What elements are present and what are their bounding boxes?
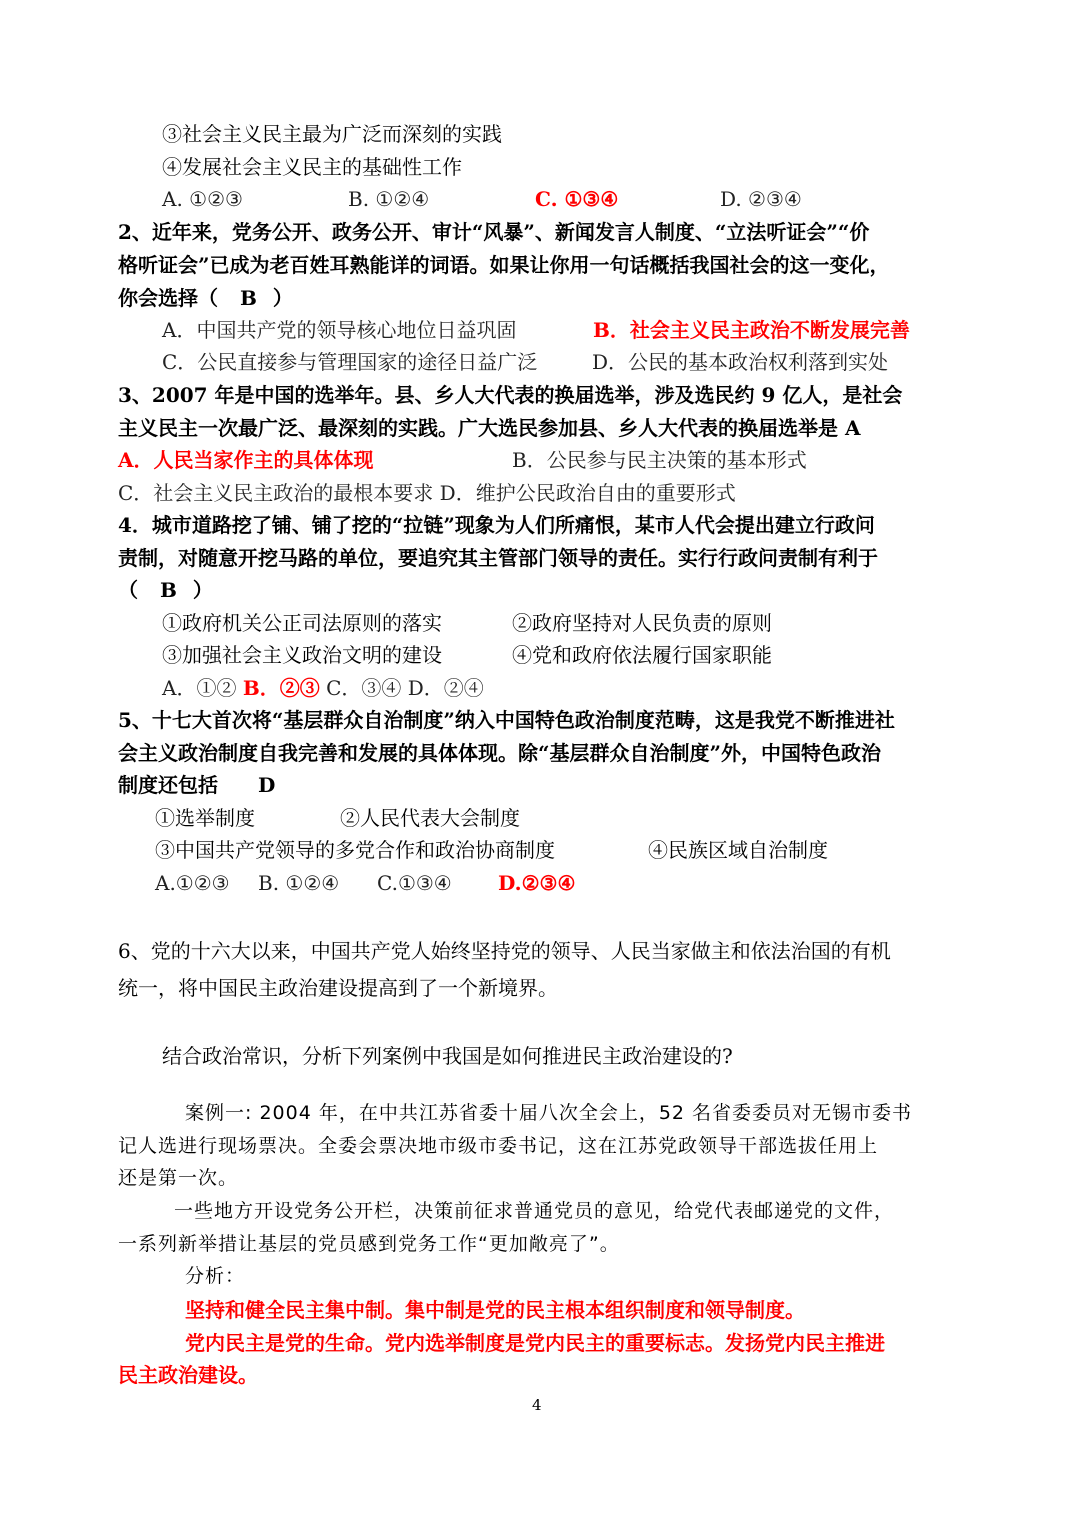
q1-option-c-answer: C. ①③④ xyxy=(535,187,619,211)
q4-question-line-2: 责制，对随意开挖马路的单位，要追究其主管部门领导的责任。实行行政问责制有利于 xyxy=(118,546,878,570)
q2-option-a: A．中国共产党的领导核心地位日益巩固 xyxy=(162,318,517,342)
q6-prompt: 结合政治常识，分析下列案例中我国是如何推进民主政治建设的? xyxy=(162,1044,733,1068)
q4-option-c: C．③④ xyxy=(326,676,402,700)
q5-item-4: ④民族区域自治制度 xyxy=(648,838,828,862)
q3-option-c-d: C．社会主义民主政治的最根本要求 D．维护公民政治自由的重要形式 xyxy=(118,481,736,505)
q5-option-d-answer: D.②③④ xyxy=(498,871,576,895)
q5-item-1: ①选举制度 xyxy=(155,806,255,830)
q4-item-2: ②政府坚持对人民负责的原则 xyxy=(512,611,772,635)
q1-item-4: ④发展社会主义民主的基础性工作 xyxy=(162,155,462,179)
q3-option-a-answer: A．人民当家作主的具体体现 xyxy=(118,448,374,472)
q2-option-c: C．公民直接参与管理国家的途径日益广泛 xyxy=(162,350,538,374)
q3-option-b: B．公民参与民主决策的基本形式 xyxy=(512,448,807,472)
q4-item-1: ①政府机关公正司法原则的落实 xyxy=(162,611,442,635)
q5-option-a: A.①②③ xyxy=(155,871,230,895)
q2-question-line-3 xyxy=(118,288,293,308)
q4-options-row xyxy=(162,678,484,698)
q4-option-b-answer: B．②③ xyxy=(242,676,320,700)
q4-question-line-1: 4．城市道路挖了铺、铺了挖的“拉链”现象为人们所痛恨，某市人代会提出建立行政问 xyxy=(118,513,875,537)
q3-question-line-1: 3、2007 年是中国的选举年。县、乡人大代表的换届选举，涉及选民约 9 亿人，是社会 xyxy=(118,383,903,407)
q5-question-line-1: 5、十七大首次将“基层群众自治制度”纳入中国特色政治制度范畴，这是我党不断推进社 xyxy=(118,708,895,732)
q6-question-line-1: 6、党的十六大以来，中国共产党人始终坚持党的领导、人民当家做主和依法治国的有机 xyxy=(118,939,891,963)
analysis-answer-1: 坚持和健全民主集中制。集中制是党的民主根本组织制度和领导制度。 xyxy=(185,1298,805,1322)
q2-question-line-1: 2、近年来，党务公开、政务公开、审计“风暴”、新闻发言人制度、“立法听证会”“价 xyxy=(118,220,870,244)
q2-option-d: D．公民的基本政治权利落到实处 xyxy=(592,350,889,374)
q5-item-3: ③中国共产党领导的多党合作和政治协商制度 xyxy=(155,838,555,862)
case1-line-3: 还是第一次。 xyxy=(118,1167,239,1189)
q4-open-paren: （ xyxy=(118,578,138,602)
q5-option-c: C.①③④ xyxy=(377,871,452,895)
q1-item-3: ③社会主义民主最为广泛而深刻的实践 xyxy=(162,122,502,146)
analysis-answer-2-line-2: 民主政治建设。 xyxy=(118,1363,258,1387)
q5-question-line-2: 会主义政治制度自我完善和发展的具体体现。除“基层群众自治制度”外，中国特色政治 xyxy=(118,741,882,765)
analysis-answer-2-line-1: 党内民主是党的生命。党内选举制度是党内民主的重要标志。发扬党内民主推进 xyxy=(185,1331,885,1355)
q5-option-b: B. ①②④ xyxy=(258,871,340,895)
q2-question-stem-end: 你会选择（ xyxy=(118,286,218,310)
q6-question-line-2: 统一，将中国民主政治建设提高到了一个新境界。 xyxy=(118,976,558,1000)
q1-option-d: D. ②③④ xyxy=(720,187,802,211)
q1-option-b: B. ①②④ xyxy=(348,187,430,211)
analysis-label: 分析： xyxy=(185,1265,246,1287)
q4-option-d: D．②④ xyxy=(407,676,484,700)
q1-option-a: A. ①②③ xyxy=(162,187,243,211)
case1-line-1: 案例一: 2004 年，在中共江苏省委十届八次全会上，52 名省委委员对无锡市委书 xyxy=(185,1102,913,1124)
case1-line-2: 记人选进行现场票决。全委会票决地市级市委书记，这在江苏党政领导干部选拔任用上 xyxy=(118,1135,879,1157)
q4-item-4: ④党和政府依法履行国家职能 xyxy=(512,643,772,667)
case2-line-2: 一系列新举措让基层的党员感到党务工作“更加敞亮了”。 xyxy=(118,1233,620,1255)
q5-answer: D xyxy=(258,773,276,797)
q2-option-b-answer: B．社会主义民主政治不断发展完善 xyxy=(593,318,910,342)
q3-question-line-2: 主义民主一次最广泛、最深刻的实践。广大选民参加县、乡人大代表的换届选举是 A xyxy=(118,416,861,440)
q4-question-line-3 xyxy=(118,580,213,600)
page-number: 4 xyxy=(532,1396,542,1414)
q4-close-paren: ） xyxy=(192,578,213,602)
case2-line-1: 一些地方开设党务公开栏，决策前征求普通党员的意见，给党代表邮递党的文件， xyxy=(174,1200,895,1222)
q2-answer: B xyxy=(240,286,257,310)
q5-question-stem-end: 制度还包括 xyxy=(118,773,218,797)
q5-item-2: ②人民代表大会制度 xyxy=(340,806,520,830)
q4-item-3: ③加强社会主义政治文明的建设 xyxy=(162,643,442,667)
q4-answer: B xyxy=(160,578,177,602)
q5-question-line-3 xyxy=(118,775,275,795)
q4-option-a: A．①② xyxy=(162,676,237,700)
q2-question-line-2: 格听证会”已成为老百姓耳熟能详的词语。如果让你用一句话概括我国社会的这一变化， xyxy=(118,253,890,277)
q2-close-paren: ） xyxy=(272,286,293,310)
